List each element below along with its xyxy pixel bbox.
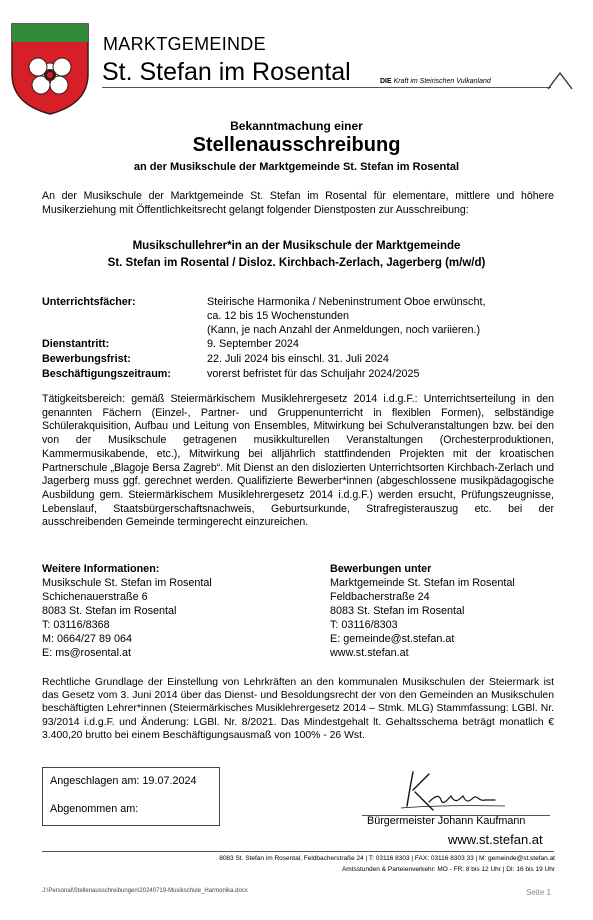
slogan-text: Kraft im Steirischen Vulkanland: [391, 78, 491, 85]
term-label: Beschäftigungszeitraum:: [42, 368, 171, 380]
title-line3: an der Musikschule der Marktgemeinde St. Stefan im Rosental: [133, 161, 460, 173]
start-label: Dienstantritt:: [42, 338, 110, 350]
removed-date: Abgenommen am:: [50, 803, 139, 815]
info-email: E: ms@rosental.at: [42, 647, 131, 659]
duties-paragraph: Tätigkeitsbereich: gemäß Steiermärkischem Musiklehrergesetz 2014 i.d.g.F.: Unterrichtserteilung in den genannten Fächern (Einzel-, Partner- und Gruppenunterricht in flexiblen Formen), selbständige Schülerakquisition, Aufbau und Leitung von Ensembles, Mitwirkung bei Schulveranstaltungen bzw. bei den von der Musikschule getragenen musikkulturellen Veranstaltungen (Orchesterproduktionen, Kammermusikabende, etc.), Mitwirkung bei alljährlich stattfindenden Projekten mit der kroatischen Partnerschule „Blagoje Bersa Zagreb“. Mit Dienst an den dislozierten Unterrichtsorten Kirchbach-Zerlach und Jagerberg muss ggf. gerechnet werden. Qualifizierte Bewerber*innen (abgeschlossene musikpädagogische Ausbildung gem. Steiermärkischem Musiklehrergesetz 2014 i.d.g.F.) werden ersucht, Prüfungszeugnisse, Lebenslauf, Staatsbürgerschaftsnachweis, Geburtsurkunde, Strafregisterauszug etc. bei der ausschreibenden Gemeinde termingerecht einzureichen.: [42, 393, 554, 529]
title-main: Stellenausschreibung: [192, 134, 401, 156]
info-mobile: M: 0664/27 89 064: [42, 633, 133, 645]
intro-paragraph: An der Musikschule der Marktgemeinde St. Stefan im Rosental für elementare, mittlere und höhere Musikerziehung mit Öffentlichkeitsrecht gelangt folgender Dienstposten zur Ausschreibung:: [42, 190, 554, 216]
legal-paragraph: Rechtliche Grundlage der Einstellung von Lehrkräften an den kommunalen Musikschulen der Steiermark ist das Gesetz vom 3. Juni 2014 über das Dienst- und Besoldungsrecht der von den Gemeinden an Musikschulen beschäftigten Lehrer*innen (Steiermärkisches Musiklehrergesetz 2014 – Stmk. MLG) Stammfassung: LGBl. Nr. 93/2014 i.d.g.F. und Änderung: LGBl. Nr. 8/2021. Das Mindestgehalt lt. Gehaltsschema beträgt monatlich € 3.400,20 brutto bei einem Beschäftigungsausmaß von 100% - 26 Wst.: [42, 677, 554, 741]
handwritten-signature: [395, 764, 515, 814]
file-path: J:\Personal\Stellenausschreibungen\20240719-Musikschule_Harmonika.docx: [42, 888, 248, 894]
info-line: Musikschule St. Stefan im Rosental: [42, 577, 212, 589]
info-line: Schichenauerstraße 6: [42, 591, 148, 603]
subjects-label: Unterrichtsfächer:: [42, 296, 136, 308]
deadline-label: Bewerbungsfrist:: [42, 353, 131, 365]
org-name-line1: MARKTGEMEINDE: [103, 34, 266, 54]
applications-column: [330, 562, 515, 660]
posted-date: Angeschlagen am: 19.07.2024: [50, 775, 197, 787]
applications-website: www.st.stefan.at: [330, 647, 409, 659]
applications-line: Feldbacherstraße 24: [330, 591, 430, 603]
slogan-bold: DIE: [380, 78, 392, 85]
info-heading: Weitere Informationen:: [42, 563, 160, 575]
header-rule: [102, 87, 551, 88]
municipal-crest-logo: [10, 22, 90, 116]
info-line: 8083 St. Stefan im Rosental: [42, 605, 177, 617]
subjects-line-1: Steirische Harmonika / Nebeninstrument Oboe erwünscht,: [207, 296, 486, 308]
deadline-value: 22. Juli 2024 bis einschl. 31. Juli 2024: [207, 353, 389, 365]
footer-address: 8083 St. Stefan im Rosental, Feldbacherstraße 24 | T: 03116 8303 | FAX: 03116 8303 33 | M: gemeinde@st.stefan.at: [219, 855, 555, 862]
term-value: vorerst befristet für das Schuljahr 2024/2025: [207, 368, 420, 380]
subjects-line-3: (Kann, je nach Anzahl der Anmeldungen, noch variieren.): [207, 324, 481, 336]
applications-heading: Bewerbungen unter: [330, 563, 432, 575]
footer-hours: Amtsstunden & Parteienverkehr: MO - FR: 8 bis 12 Uhr | DI: 16 bis 19 Uhr: [341, 866, 555, 873]
applications-phone: T: 03116/8303: [330, 619, 398, 631]
info-phone: T: 03116/8368: [42, 619, 110, 631]
applications-line: Marktgemeinde St. Stefan im Rosental: [330, 577, 515, 589]
org-name-line2: St. Stefan im Rosental: [102, 58, 351, 86]
vulkanland-mark-icon: [546, 70, 574, 90]
position-title-line2: St. Stefan im Rosental / Disloz. Kirchbach-Zerlach, Jagerberg (m/w/d): [107, 257, 486, 269]
subjects-line-2: ca. 12 bis 15 Wochenstunden: [207, 310, 350, 322]
slogan: [380, 78, 491, 85]
start-value: 9. September 2024: [207, 338, 299, 350]
applications-line: 8083 St. Stefan im Rosental: [330, 605, 465, 617]
signer-name: Bürgermeister Johann Kaufmann: [367, 815, 526, 827]
title-line1: Bekanntmachung einer: [230, 119, 363, 133]
info-column: [42, 562, 212, 660]
page-number: Seite 1: [526, 888, 551, 897]
applications-email: E: gemeinde@st.stefan.at: [330, 633, 455, 645]
website-link[interactable]: www.st.stefan.at: [448, 832, 543, 847]
position-title-line1: Musikschullehrer*in an der Musikschule der Marktgemeinde: [132, 240, 461, 252]
footer-rule: [42, 851, 554, 852]
